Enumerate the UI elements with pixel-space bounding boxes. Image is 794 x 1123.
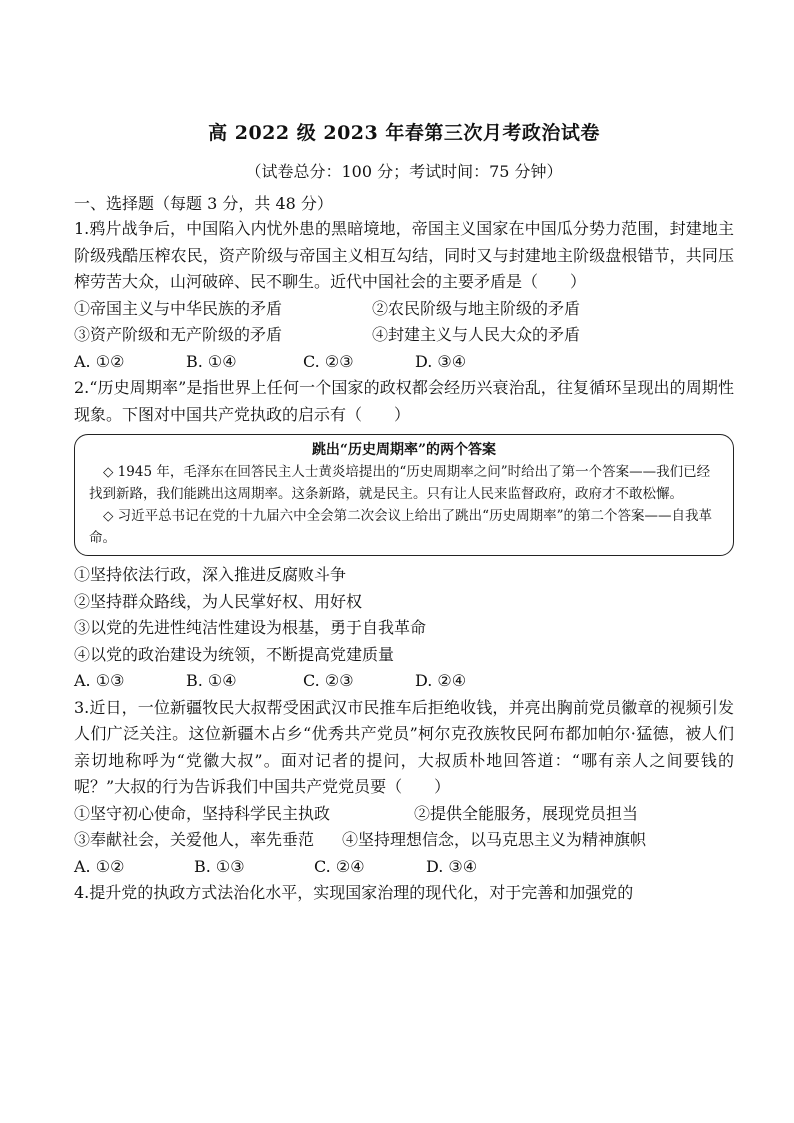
option-a: A. ①② xyxy=(74,856,125,876)
choice-row xyxy=(74,562,734,589)
choice-item: ②提供全能服务，展现党员担当 xyxy=(414,803,639,823)
material-paragraph: ◇ 1945 年，毛泽东在回答民主人士黄炎培提出的“历史周期率之问”时给出了第一个答案——我们已经找到新路，我们能跳出这周期率。这条新路，就是民主。只有让人民来监督政府，政府才不敢松懈。 xyxy=(89,464,711,502)
choice-row xyxy=(74,642,734,669)
choice-row xyxy=(74,589,734,616)
exam-info: （试卷总分：100 分；考试时间：75 分钟） xyxy=(245,162,563,181)
material-box xyxy=(74,434,734,556)
option-a: A. ①③ xyxy=(74,671,125,690)
choice-row xyxy=(74,801,734,828)
option-b: B. ①④ xyxy=(186,351,237,371)
question-3 xyxy=(74,695,734,881)
choice-item: ②坚持群众路线，为人民掌好权、用好权 xyxy=(74,591,363,611)
material-paragraph: ◇ 习近平总书记在党的十九届六中全会第二次会议上给出了跳出“历史周期率”的第二个答案——自我革命。 xyxy=(89,508,712,546)
option-b: B. ①④ xyxy=(186,671,237,690)
choice-row xyxy=(74,827,734,854)
choice-row xyxy=(74,322,734,349)
choice-item: ④坚持理想信念，以马克思主义为精神旗帜 xyxy=(342,830,647,849)
option-c: C. ②③ xyxy=(303,671,354,690)
option-d: D. ②④ xyxy=(415,671,467,690)
choice-item: ②农民阶级与地主阶级的矛盾 xyxy=(372,298,581,318)
choice-item: ③以党的先进性纯洁性建设为根基，勇于自我革命 xyxy=(74,618,427,637)
option-c: C. ②④ xyxy=(314,856,365,876)
question-2 xyxy=(74,375,734,695)
option-d: D. ③④ xyxy=(415,351,467,371)
option-b: B. ①③ xyxy=(194,856,245,876)
page-title: 高 2022 级 2023 年春第三次月考政治试卷 xyxy=(208,122,600,144)
option-c: C. ②③ xyxy=(303,351,354,371)
choice-item: ①帝国主义与中华民族的矛盾 xyxy=(74,298,283,318)
question-stem: 3.近日，一位新疆牧民大叔帮受困武汉市民推车后拒绝收钱，并亮出胸前党员徽章的视频引发人们广泛关注。这位新疆木占乡“优秀共产党员”柯尔克孜族牧民阿布都加帕尔·猛德，被人们亲切地称呼为“党徽大叔”。面对记者的提问，大叔质朴地回答道：“哪有亲人之间要钱的呢？”大叔的行为告诉我们中国共产党党员要（ ） xyxy=(74,697,734,796)
choice-item: ④以党的政治建设为统领，不断提高党建质量 xyxy=(74,644,395,664)
question-stem: 1.鸦片战争后，中国陷入内忧外患的黑暗境地，帝国主义国家在中国瓜分势力范围，封建地主阶级残酷压榨农民，资产阶级与帝国主义相互勾结，同时又与封建地主阶级盘根错节，共同压榨劳苦大众，山河破碎、民不聊生。近代中国社会的主要矛盾是（ ） xyxy=(74,219,734,291)
choice-item: ③奉献社会，关爱他人，率先垂范 xyxy=(74,830,315,849)
choice-item: ④封建主义与人民大众的矛盾 xyxy=(372,325,581,344)
section-heading: 一、选择题（每题 3 分，共 48 分） xyxy=(74,194,333,213)
question-4 xyxy=(74,880,734,907)
material-title: 跳出“历史周期率”的两个答案 xyxy=(311,442,497,458)
answer-options xyxy=(74,854,734,881)
choice-row xyxy=(74,296,734,323)
option-d: D. ③④ xyxy=(426,856,478,876)
choice-item: ③资产阶级和无产阶级的矛盾 xyxy=(74,325,283,344)
question-stem: 4.提升党的执政方式法治化水平，实现国家治理的现代化，对于完善和加强党的 xyxy=(74,883,634,902)
choice-item: ①坚守初心使命，坚持科学民主执政 xyxy=(74,803,331,823)
question-stem: 2.“历史周期率”是指世界上任何一个国家的政权都会经历兴衰治乱，往复循环呈现出的周期性现象。下图对中国共产党执政的启示有（ ） xyxy=(74,378,734,424)
answer-options xyxy=(74,668,734,695)
answer-options xyxy=(74,349,734,376)
choice-item: ①坚持依法行政，深入推进反腐败斗争 xyxy=(74,565,347,584)
exam-page xyxy=(74,118,734,907)
choice-row xyxy=(74,615,734,642)
option-a: A. ①② xyxy=(74,351,125,371)
question-1 xyxy=(74,216,734,375)
